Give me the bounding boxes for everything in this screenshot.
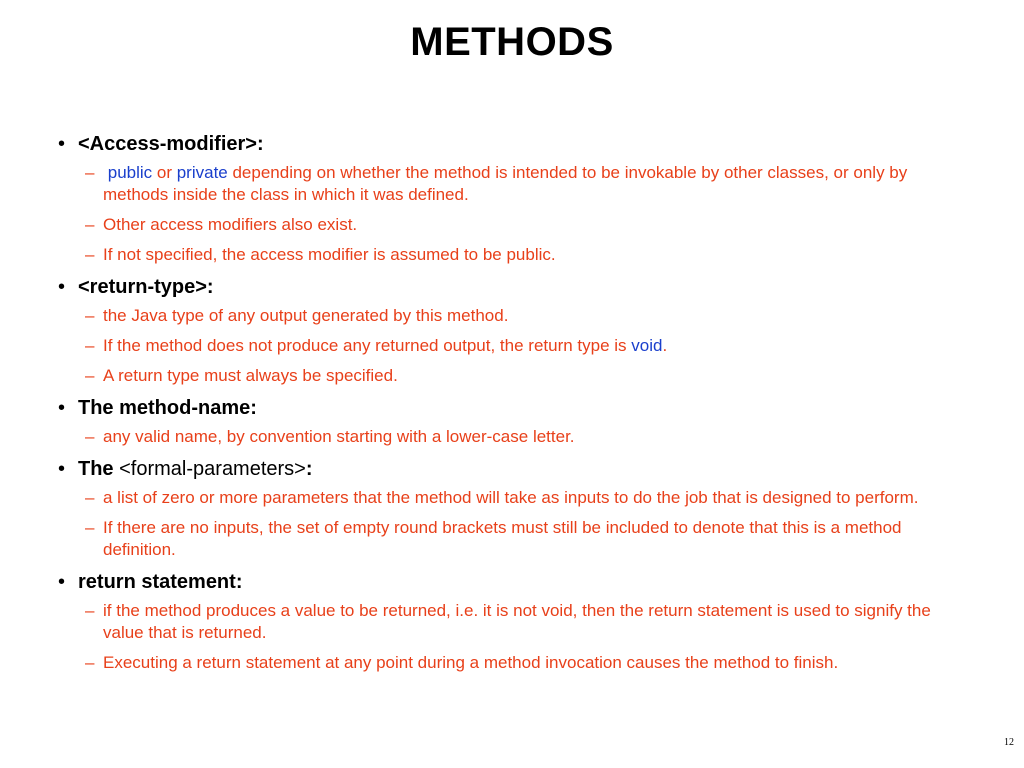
sub-item [58,162,968,206]
dash-marker: – [85,215,95,234]
sub-text: Executing a return statement at any point during a method invocation causes the method to finish. [103,653,839,672]
dash-marker: – [85,653,95,672]
dash-marker: – [85,366,95,385]
sub-text: if the method produces a value to be returned, i.e. it is not void, then the return statement is used to signify the value that is returned. [103,601,931,642]
bullet-label: The method-name: [78,397,257,419]
dash-marker: – [85,163,95,182]
sub-item [58,335,968,357]
sub-item [58,517,968,561]
sub-text: If the method does not produce any returned output, the return type is [103,336,632,355]
bullet-label: <return-type>: [78,276,214,298]
keyword-public: public [107,163,153,182]
sub-item [58,426,968,448]
sub-text: Other access modifiers also exist. [103,215,358,234]
bullet-label-normal: <formal-parameters> [119,458,306,480]
dash-marker: – [85,518,95,537]
sub-item [58,652,968,674]
bullet-method-name [58,396,968,420]
bullet-dot: • [58,458,66,480]
slide-title: METHODS [410,20,614,64]
bullet-label-bold: The [78,458,120,480]
bullet-label: <Access-modifier>: [78,133,264,155]
bullet-label-colon: : [305,458,313,480]
bullet-dot: • [58,133,66,155]
bullet-formal-parameters [58,457,968,481]
sub-item [58,600,968,644]
bullet-return-type [58,275,968,299]
sub-item [58,487,968,509]
sub-text: A return type must always be specified. [103,366,398,385]
dash-marker: – [85,427,95,446]
sub-item [58,305,968,327]
bullet-dot: • [58,397,66,419]
dash-marker: – [85,306,95,325]
bullet-list [58,132,968,674]
bullet-dot: • [58,571,66,593]
page-number: 12 [1004,737,1014,748]
sub-text-tail: . [662,336,668,355]
dash-marker: – [85,245,95,264]
sub-item [58,214,968,236]
dash-marker: – [85,601,95,620]
sub-text: depending on whether the method is intended to be invokable by other classes, or only by methods inside the class in which it was defined. [103,163,908,204]
sub-item [58,244,968,266]
keyword-void: void [631,336,663,355]
bullet-dot: • [58,276,66,298]
sub-text: If not specified, the access modifier is assumed to be public. [103,245,556,264]
bullet-access-modifier [58,132,968,156]
keyword-private: private [176,163,228,182]
sub-text: a list of zero or more parameters that the method will take as inputs to do the job that is designed to perform. [103,488,919,507]
bullet-return-statement [58,570,968,594]
dash-marker: – [85,336,95,355]
sub-text: the Java type of any output generated by this method. [103,306,509,325]
sub-text: If there are no inputs, the set of empty round brackets must still be included to denote that this is a method definition. [103,518,902,559]
bullet-label: return statement: [78,571,243,593]
sub-text: any valid name, by convention starting with a lower-case letter. [103,427,575,446]
sub-text-connector: or [152,163,177,182]
dash-marker: – [85,488,95,507]
sub-item [58,365,968,387]
